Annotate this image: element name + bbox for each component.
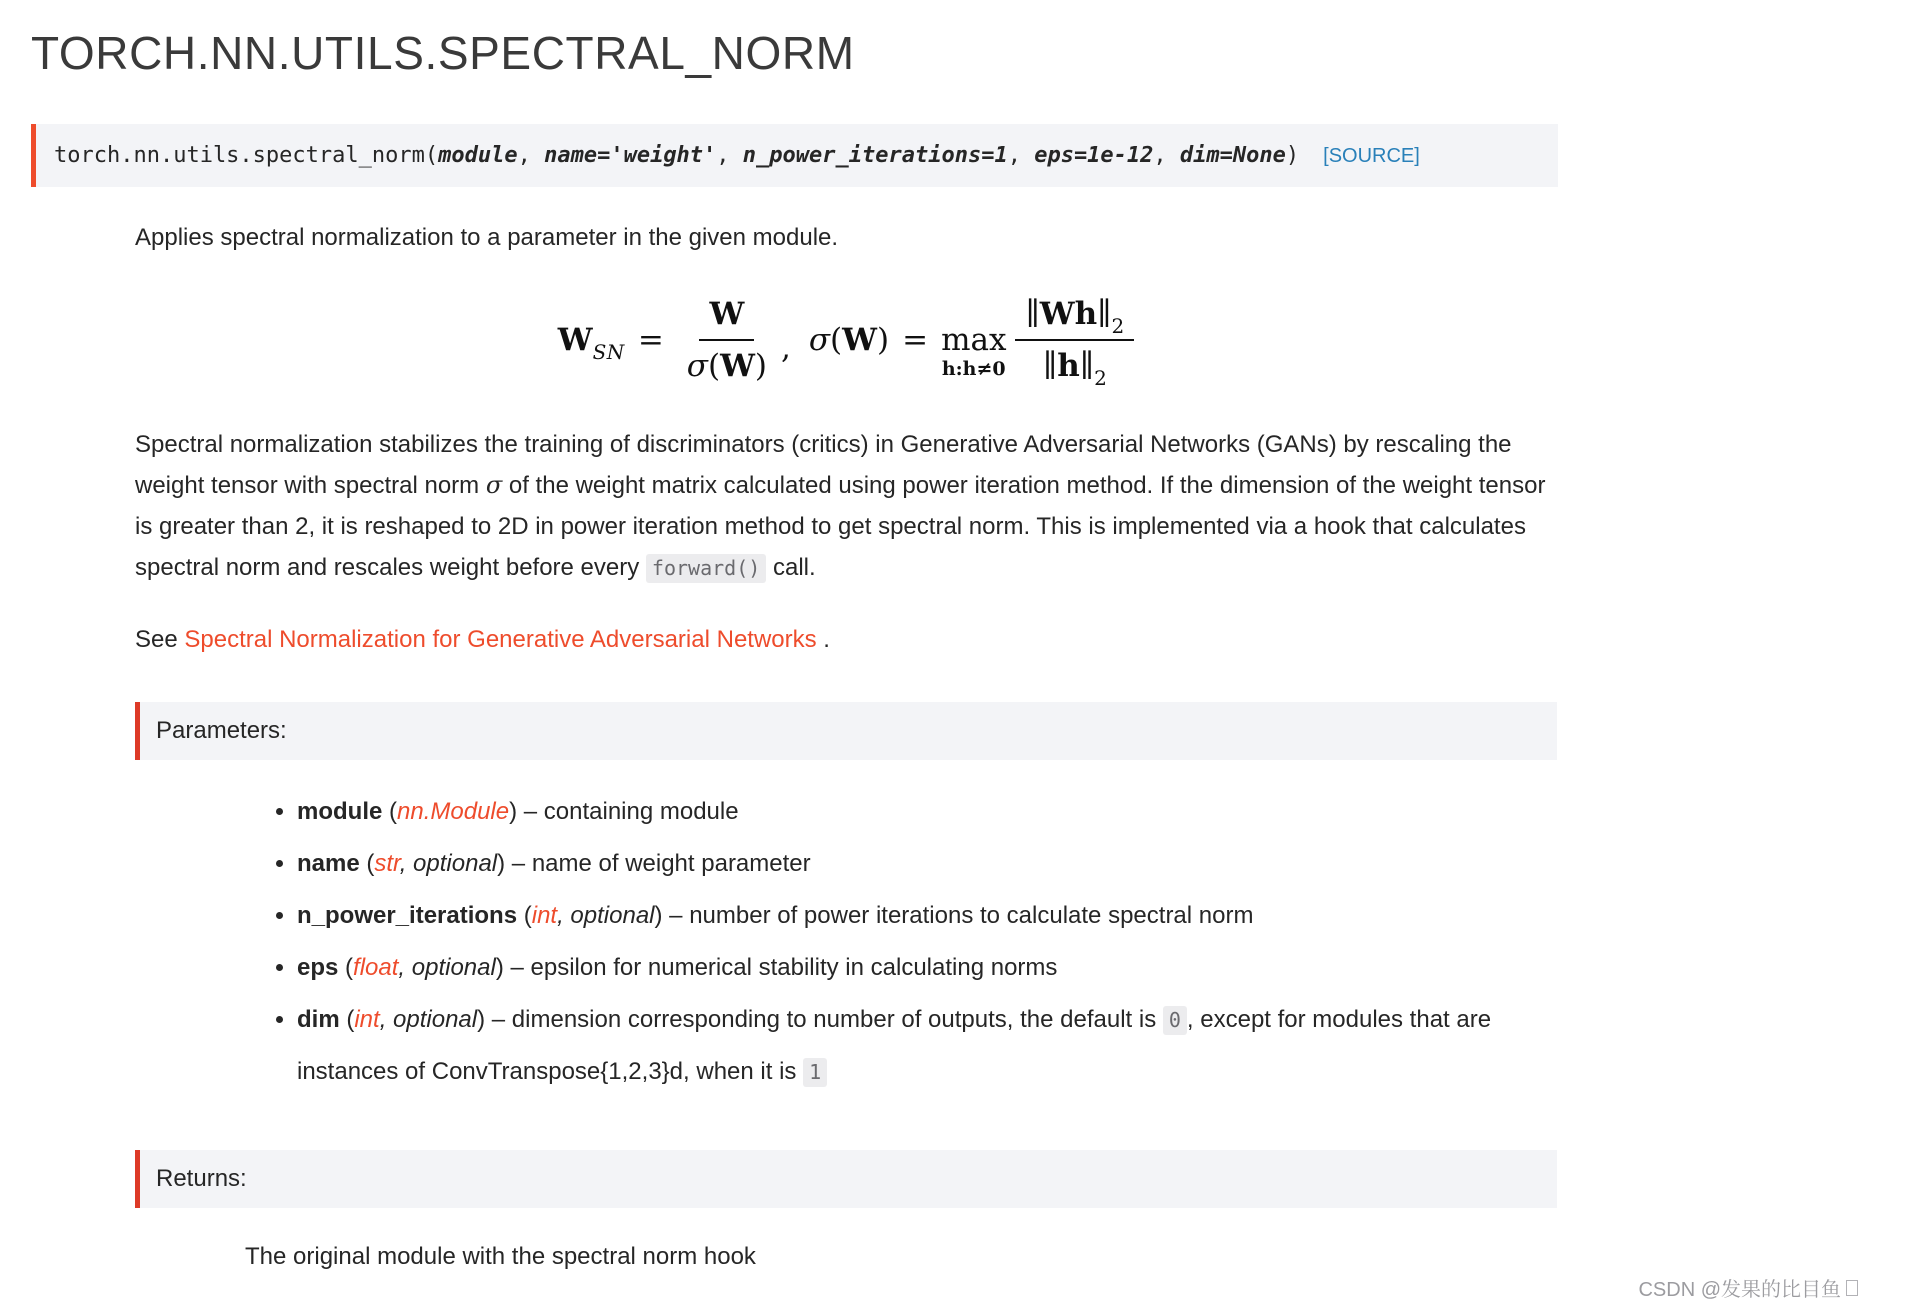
param-description: dimension corresponding to number of outputs, the default is	[511, 1006, 1163, 1033]
param-item-eps	[297, 942, 1557, 994]
param-item-n-power-iterations	[297, 890, 1557, 942]
param-item-module	[297, 786, 1557, 838]
param-item-name	[297, 838, 1557, 890]
math-norm-bar: ∥	[1079, 348, 1095, 384]
see-also-suffix: .	[816, 626, 830, 653]
param-paren: ) –	[509, 798, 544, 825]
type-link-nn-module[interactable]: nn.Module	[397, 798, 510, 825]
math-comma: ,	[781, 330, 791, 366]
signature-separator: ,	[1153, 143, 1180, 168]
math-max-condition: h:h≠0	[941, 358, 1006, 380]
math-formula	[135, 294, 1557, 390]
see-also-paragraph	[135, 619, 1557, 660]
param-optional: , optional	[379, 1006, 478, 1033]
signature-function-name: torch.nn.utils.spectral_norm	[54, 143, 425, 168]
signature-arg-n-power-iterations: n_power_iterations=1	[742, 143, 1008, 168]
math-paren: )	[876, 322, 890, 358]
forward-inline-code: forward()	[646, 554, 766, 583]
signature-arg-dim: dim=None	[1179, 143, 1286, 168]
math-norm-bar: ∥	[1097, 296, 1112, 332]
returns-header	[135, 1150, 1557, 1208]
math-symbol-w: W	[557, 322, 593, 358]
doc-body	[135, 217, 1557, 1277]
param-optional: , optional	[399, 850, 498, 877]
default-one-code: 1	[803, 1058, 827, 1087]
type-link-int[interactable]: int	[531, 902, 558, 929]
param-name: n_power_iterations	[297, 902, 518, 929]
math-fraction-norms	[1015, 294, 1134, 390]
see-also-prefix: See	[135, 626, 185, 653]
param-paren: (	[338, 954, 354, 981]
math-norm-bar: ∥	[1025, 296, 1040, 332]
parameters-list	[135, 786, 1557, 1098]
signature-arg-eps: eps=1e-12	[1034, 143, 1154, 168]
param-description: name of weight parameter	[531, 850, 811, 877]
description-text: call.	[766, 554, 816, 581]
math-equals-sign: =	[902, 322, 929, 358]
watermark-text: CSDN @发果的比目鱼	[1638, 1279, 1841, 1301]
param-description: epsilon for numerical stability in calculating norms	[530, 954, 1058, 981]
math-equals-sign: =	[637, 322, 664, 358]
math-sigma-w-term	[809, 322, 889, 358]
math-subscript-two: 2	[1094, 366, 1107, 390]
param-paren: ) –	[495, 954, 531, 981]
param-paren: ) –	[654, 902, 690, 929]
math-sigma-symbol: σ	[808, 322, 831, 358]
param-item-dim	[297, 994, 1557, 1098]
math-wsn-term	[557, 322, 625, 364]
math-paren: )	[754, 348, 768, 384]
param-paren: (	[517, 902, 532, 929]
sigma-symbol: σ	[485, 471, 503, 499]
param-name: name	[297, 850, 360, 877]
math-symbol-w: W	[720, 348, 755, 384]
type-link-int[interactable]: int	[354, 1006, 380, 1033]
math-subscript-two: 2	[1111, 314, 1125, 338]
param-optional: , optional	[398, 954, 496, 981]
signature-separator: ,	[1007, 143, 1035, 168]
math-norm-bar: ∥	[1042, 348, 1058, 384]
intro-paragraph: Applies spectral normalization to a parameter in the given module.	[135, 224, 839, 251]
param-description: containing module	[543, 798, 739, 825]
param-description: number of power iterations to calculate spectral norm	[689, 902, 1254, 929]
math-symbol-w: W	[709, 296, 745, 332]
returns-text: The original module with the spectral norm hook	[245, 1243, 756, 1270]
signature-separator: ,	[716, 143, 743, 168]
param-paren: ) –	[497, 850, 532, 877]
parameters-label: Parameters:	[156, 717, 287, 744]
math-denominator	[677, 341, 777, 386]
type-link-str[interactable]: str	[374, 850, 400, 877]
param-description: , except for modules that are instances of ConvTranspose{1,2,3}d, when it is	[297, 1006, 1492, 1085]
param-name: dim	[297, 1006, 340, 1033]
param-name: module	[297, 798, 383, 825]
param-paren: (	[359, 850, 375, 877]
source-link[interactable]: [SOURCE]	[1323, 145, 1420, 167]
math-max-label: max	[941, 322, 1007, 358]
math-symbol-wh: Wh	[1039, 296, 1098, 332]
param-paren: (	[382, 798, 398, 825]
math-numerator	[699, 294, 754, 341]
spectral-norm-paper-link[interactable]: Spectral Normalization for Generative Adversarial Networks	[184, 626, 817, 653]
signature-code	[54, 143, 1299, 168]
math-symbol-h: h	[1057, 348, 1080, 384]
description-text: of the weight matrix calculated using power iteration method. If the dimension of the weight tensor is greater than 2, it is reshaped to 2D in power iteration method to get spectral norm. This is implemented via a hook that calculates spectral norm and rescales weight before every	[135, 472, 1546, 581]
math-numerator	[1015, 294, 1134, 341]
type-link-float[interactable]: float	[353, 954, 399, 981]
param-optional: , optional	[557, 902, 655, 929]
default-zero-code: 0	[1163, 1006, 1187, 1035]
param-paren: (	[339, 1006, 355, 1033]
signature-separator: ,	[517, 143, 545, 168]
signature-arg-module: module	[438, 143, 518, 168]
parameters-header	[135, 702, 1557, 760]
math-subscript-sn: SN	[592, 340, 625, 364]
math-denominator	[1033, 341, 1117, 390]
math-paren: (	[830, 322, 843, 358]
param-paren: ) –	[477, 1006, 512, 1033]
page-title: TORCH.NN.UTILS.SPECTRAL_NORM	[31, 27, 855, 79]
math-max-operator	[941, 322, 1006, 380]
math-symbol-w: W	[842, 322, 877, 358]
description-text: Spectral normalization stabilizes the training of discriminators (critics) in Generative Adversarial Networks (GANs) by rescaling the weight tensor with spectral norm	[135, 431, 1512, 499]
description-paragraph	[135, 424, 1557, 589]
function-signature	[31, 124, 1558, 187]
signature-close-paren: )	[1285, 143, 1300, 168]
docs-page	[0, 26, 1922, 1277]
math-paren: (	[707, 348, 721, 384]
returns-label: Returns:	[156, 1165, 247, 1192]
signature-arg-name: name='weight'	[544, 143, 717, 168]
math-fraction-w-over-sigma	[677, 294, 777, 386]
signature-open-paren: (	[424, 143, 439, 168]
math-sigma-symbol: σ	[686, 348, 708, 384]
param-name: eps	[297, 954, 339, 981]
